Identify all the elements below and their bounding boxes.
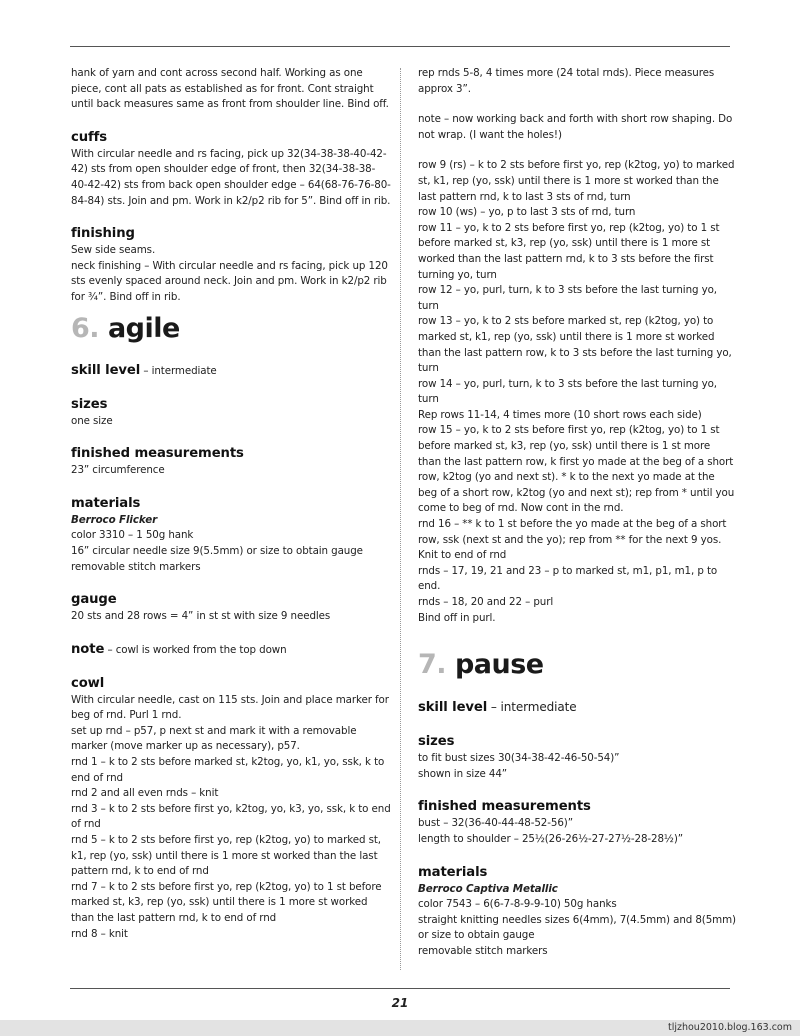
pattern-number: 7. — [418, 649, 447, 681]
finished-measurements-line-1: bust – 32(36-40-44-48-52-56)” — [418, 817, 573, 830]
watermark-text: tljzhou2010.blog.163.com — [667, 1022, 792, 1033]
skill-level — [418, 698, 736, 717]
page-number: 21 — [391, 996, 409, 1010]
finishing-text-2: neck finishing – With circular needle and rs facing, pick up 120 sts evenly spaced around neck. Join and pm. Work in k2/p2 rib for ¾”. Bind off in rib. — [71, 259, 388, 303]
finishing-heading: finishing — [71, 226, 135, 242]
column-divider — [400, 68, 401, 970]
sizes-line-2: shown in size 44” — [418, 767, 508, 780]
materials-heading: materials — [71, 495, 141, 511]
skill-level-heading: skill level — [418, 700, 488, 716]
continued-text: hank of yarn and cont across second half. Working as one piece, cont all pats as established as for front. Cont straight until back measures same as front from shoulder line. Bind off. — [71, 67, 389, 111]
skill-level — [71, 362, 391, 380]
gauge-value: 20 sts and 28 rows = 4” in st st with size 9 needles — [71, 610, 331, 623]
finished-measurements-line-2: length to shoulder – 25½(26-26½-27-27½-28-28½)” — [418, 832, 683, 845]
materials-brand: Berroco Captiva Metallic — [418, 882, 558, 895]
cowl-line: rnd 8 – knit — [71, 927, 128, 940]
left-column — [71, 66, 391, 942]
pattern-name: pause — [454, 649, 544, 681]
spacer — [418, 97, 736, 112]
skill-level-value: – intermediate — [140, 364, 217, 377]
row-instruction: rnds – 18, 20 and 22 – purl — [418, 596, 554, 608]
pattern-number: 6. — [71, 312, 100, 344]
note — [71, 641, 391, 659]
cowl-line: rnd 5 – k to 2 sts before first yo, rep (k2tog, yo) to marked st, k1, rep (yo, ssk) until there is 1 more st worked than the last pattern rnd, k to end of rnd — [71, 834, 381, 878]
note-heading: note — [71, 641, 105, 657]
materials-line-1: color 7543 – 6(6-7-8-9-9-10) 50g hanks — [418, 898, 617, 911]
row-instruction: rnds – 17, 19, 21 and 23 – p to marked st, m1, p1, m1, p to end. — [418, 564, 718, 593]
skill-level-value: – intermediate — [487, 700, 577, 715]
bottom-rule — [70, 988, 730, 989]
row-instruction: row 12 – yo, purl, turn, k to 3 sts before the last turning yo, turn — [418, 284, 717, 312]
cowl-line: rnd 7 – k to 2 sts before first yo, rep (k2tog, yo) to 1 st before marked st, k3, rep (yo, ssk) until there is 1 more st worked than the last pattern rnd, k to end of rnd — [71, 880, 382, 924]
finished-measurements-value: 23” circumference — [71, 464, 165, 477]
pattern-title-pause — [418, 648, 736, 682]
sizes-line-1: to fit bust sizes 30(34-38-42-46-50-54)” — [418, 752, 620, 765]
gauge-heading: gauge — [71, 592, 117, 608]
cowl-line: rnd 2 and all even rnds – knit — [71, 787, 219, 800]
spacer — [418, 143, 736, 158]
materials-line-3: removable stitch markers — [71, 560, 201, 573]
row-instruction: row 13 – yo, k to 2 sts before marked st, rep (k2tog, yo) to marked st, k1, rep (yo, ssk) until there is 1 more st worked than the last pattern row, k to 3 sts before the last turning yo, turn — [418, 315, 732, 375]
cowl-line: With circular needle, cast on 115 sts. Join and place marker for beg of rnd. Purl 1 rnd. — [71, 693, 389, 722]
cowl-line: set up rnd – p57, p next st and mark it with a removable marker (move marker up as necessary), p57. — [71, 724, 357, 753]
sizes-heading: sizes — [418, 734, 455, 750]
top-rule — [70, 46, 730, 47]
materials-line-2: 16” circular needle size 9(5.5mm) or size to obtain gauge — [71, 544, 363, 557]
pattern-title-agile — [71, 312, 391, 346]
finishing-text-1: Sew side seams. — [71, 244, 156, 257]
sizes-value: one size — [71, 414, 113, 427]
materials-line-1: color 3310 – 1 50g hank — [71, 529, 194, 542]
cuffs-heading: cuffs — [71, 129, 108, 145]
right-column — [418, 66, 736, 960]
row-instruction: row 11 – yo, k to 2 sts before first yo, rep (k2tog, yo) to 1 st before marked st, k3, rep (yo, ssk) until there is 1 more st worked than the last pattern rnd, k to 3 sts before the first turning yo, turn — [418, 221, 720, 281]
sizes-heading: sizes — [71, 396, 108, 412]
skill-level-heading: skill level — [71, 362, 141, 378]
cowl-line: rnd 1 – k to 2 sts before marked st, k2tog, yo, k1, yo, ssk, k to end of rnd — [71, 756, 385, 784]
footer-bar — [0, 1020, 800, 1036]
row-instruction: Rep rows 11-14, 4 times more (10 short rows each side) — [418, 408, 702, 421]
row-instruction: rnd 16 – ** k to 1 st before the yo made at the beg of a short row, ssk (next st and the yo); rep from ** for the next 9 yos. Knit to end of rnd — [418, 518, 727, 562]
row-instruction: row 9 (rs) – k to 2 sts before first yo, rep (k2tog, yo) to marked st, k1, rep (yo, ssk) until there is 1 more st worked than the last pattern rnd, k to last 3 sts of rnd, turn — [418, 159, 735, 203]
row-instruction: row 14 – yo, purl, turn, k to 3 sts before the last turning yo, turn — [418, 377, 717, 406]
finished-measurements-heading: finished measurements — [418, 799, 591, 815]
row-instruction: row 10 (ws) – yo, p to last 3 sts of rnd, turn — [418, 206, 636, 219]
row-instruction: row 15 – yo, k to 2 sts before first yo, rep (k2tog, yo) to 1 st before marked st, k3, rep (yo, ssk) until there is 1 st more than the last pattern row, k first yo made at the beg of a short row, k2tog (yo and next st). * k to the next yo made at the beg of a short row, k2tog (yo and next st); rep from * until you come to beg of rnd. Now cont in the rnd. — [418, 424, 735, 515]
row-instruction: Bind off in purl. — [418, 611, 496, 624]
continued-text: rep rnds 5-8, 4 times more (24 total rnds). Piece measures approx 3”. — [418, 67, 715, 95]
materials-brand: Berroco Flicker — [71, 513, 158, 526]
cowl-line: rnd 3 – k to 2 sts before first yo, k2tog, yo, k3, yo, ssk, k to end of rnd — [71, 802, 391, 831]
cowl-heading: cowl — [71, 675, 105, 691]
short-row-note: note – now working back and forth with short row shaping. Do not wrap. (I want the holes!) — [418, 113, 733, 141]
materials-line-3: removable stitch markers — [418, 944, 548, 957]
materials-heading: materials — [418, 864, 488, 880]
finished-measurements-heading: finished measurements — [71, 446, 244, 462]
note-value: – cowl is worked from the top down — [104, 643, 287, 656]
cuffs-text: With circular needle and rs facing, pick up 32(34-38-38-40-42-42) sts from open shoulder edge of front, then 32(34-38-38-40-42-42) sts from back open shoulder edge – 64(68-76-76-80-84-84) sts. Join and pm. Work in k2/p2 rib for 5”. Bind off in rib. — [71, 147, 391, 207]
materials-line-2: straight knitting needles sizes 6(4mm), 7(4.5mm) and 8(5mm) or size to obtain gauge — [418, 913, 736, 942]
pattern-name: agile — [107, 312, 180, 344]
